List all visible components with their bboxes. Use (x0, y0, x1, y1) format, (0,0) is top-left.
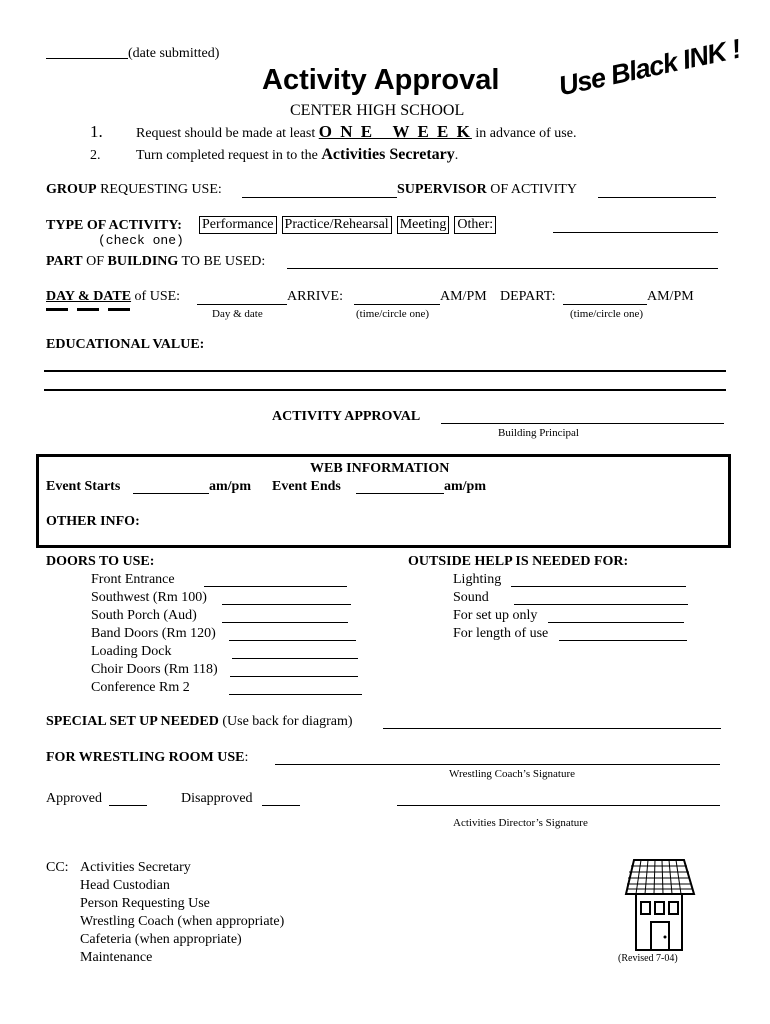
arrive-sub: (time/circle one) (356, 308, 429, 320)
help-field[interactable] (511, 586, 686, 587)
help-item: For set up only (453, 608, 538, 623)
door-field[interactable] (229, 640, 356, 641)
help-item: Lighting (453, 572, 502, 587)
depart-field[interactable] (563, 304, 647, 305)
building-principal-label: Building Principal (498, 427, 579, 439)
activity-type-label: TYPE OF ACTIVITY: (46, 218, 182, 233)
help-field[interactable] (559, 640, 687, 641)
cc-label: CC: (46, 860, 69, 875)
option-performance[interactable]: Performance (199, 216, 277, 234)
door-item: Front Entrance (91, 572, 175, 587)
cc-item: Person Requesting Use (80, 896, 210, 911)
activity-approval-field[interactable] (441, 423, 724, 424)
other-field[interactable] (553, 232, 718, 233)
cc-item: Activities Secretary (80, 860, 191, 875)
date-submitted-blank[interactable] (46, 58, 128, 59)
event-starts-ampm: am/pm (209, 479, 251, 494)
educational-line-2[interactable] (44, 389, 726, 391)
cc-item: Maintenance (80, 950, 153, 965)
door-item: South Porch (Aud) (91, 608, 197, 623)
activity-approval-label: ACTIVITY APPROVAL (272, 409, 421, 424)
group-field[interactable] (242, 197, 397, 198)
outside-help-title: OUTSIDE HELP IS NEEDED FOR: (408, 554, 629, 569)
help-field[interactable] (514, 604, 688, 605)
page-title: Activity Approval (262, 64, 500, 96)
event-starts-field[interactable] (133, 493, 209, 494)
educational-value-label: EDUCATIONAL VALUE: (46, 337, 205, 352)
door-field[interactable] (222, 604, 351, 605)
door-field[interactable] (204, 586, 347, 587)
door-item: Southwest (Rm 100) (91, 590, 207, 605)
wrestling-signature-field[interactable] (275, 764, 720, 765)
supervisor-field[interactable] (598, 197, 716, 198)
school-name: CENTER HIGH SCHOOL (290, 102, 465, 119)
check-one-hint: (check one) (98, 233, 184, 248)
day-date-sub: Day & date (212, 308, 263, 320)
date-submitted-label: (date submitted) (128, 46, 220, 61)
event-ends-field[interactable] (356, 493, 444, 494)
door-field[interactable] (230, 676, 358, 677)
dash-3 (108, 308, 130, 311)
other-info-label: OTHER INFO: (46, 514, 140, 529)
day-date-label: DAY & DATE of USE: (46, 289, 181, 304)
event-ends-label: Event Ends (272, 479, 341, 494)
dash-1 (46, 308, 68, 311)
director-signature-label: Activities Director’s Signature (453, 817, 588, 829)
approved-field[interactable] (109, 805, 147, 806)
cc-item: Wrestling Coach (when appropriate) (80, 914, 285, 929)
option-other[interactable]: Other: (454, 216, 496, 234)
disapproved-field[interactable] (262, 805, 300, 806)
arrive-ampm: AM/PM (440, 289, 487, 304)
help-item: Sound (453, 590, 489, 605)
disapproved-label: Disapproved (181, 791, 253, 806)
use-black-ink-note: Use Black INK ! (556, 33, 743, 102)
instruction-1: 1. Request should be made at least O N E W E E K in advance of use. (90, 122, 577, 141)
door-item: Conference Rm 2 (91, 680, 190, 695)
cc-item: Cafeteria (when appropriate) (80, 932, 242, 947)
wrestling-label: FOR WRESTLING ROOM USE: (46, 750, 249, 765)
door-field[interactable] (229, 694, 362, 695)
supervisor-label: SUPERVISOR OF ACTIVITY (397, 182, 577, 197)
wrestling-signature-label: Wrestling Coach’s Signature (449, 768, 576, 780)
approved-label: Approved (46, 791, 102, 806)
cc-item: Head Custodian (80, 878, 170, 893)
dash-2 (77, 308, 99, 311)
revised-date: (Revised 7-04) (618, 953, 678, 964)
help-field[interactable] (548, 622, 684, 623)
special-setup-field[interactable] (383, 728, 721, 729)
depart-label: DEPART: (500, 289, 556, 304)
door-item: Choir Doors (Rm 118) (91, 662, 218, 677)
building-field[interactable] (287, 268, 718, 269)
depart-ampm: AM/PM (647, 289, 694, 304)
instruction-2: 2. Turn completed request in to the Activities Secretary. (90, 146, 459, 163)
day-date-field[interactable] (197, 304, 287, 305)
door-field[interactable] (222, 622, 348, 623)
building-label: PART OF BUILDING TO BE USED: (46, 254, 266, 269)
door-item: Loading Dock (91, 644, 172, 659)
activity-options (199, 216, 496, 234)
doors-title: DOORS TO USE: (46, 554, 155, 569)
event-ends-ampm: am/pm (444, 479, 486, 494)
director-signature-field[interactable] (397, 805, 720, 806)
arrive-field[interactable] (354, 304, 440, 305)
door-item: Band Doors (Rm 120) (91, 626, 216, 641)
school-house-icon (624, 854, 696, 954)
group-label: GROUP REQUESTING USE: (46, 182, 222, 197)
educational-line-1[interactable] (44, 370, 726, 372)
web-information-title: WEB INFORMATION (310, 461, 450, 476)
depart-sub: (time/circle one) (570, 308, 643, 320)
arrive-label: ARRIVE: (287, 289, 343, 304)
door-field[interactable] (232, 658, 358, 659)
option-practice-rehearsal[interactable]: Practice/Rehearsal (282, 216, 392, 234)
help-item: For length of use (453, 626, 549, 641)
option-meeting[interactable]: Meeting (397, 216, 450, 234)
event-starts-label: Event Starts (46, 479, 121, 494)
special-setup-label: SPECIAL SET UP NEEDED (Use back for diagram) (46, 714, 353, 729)
